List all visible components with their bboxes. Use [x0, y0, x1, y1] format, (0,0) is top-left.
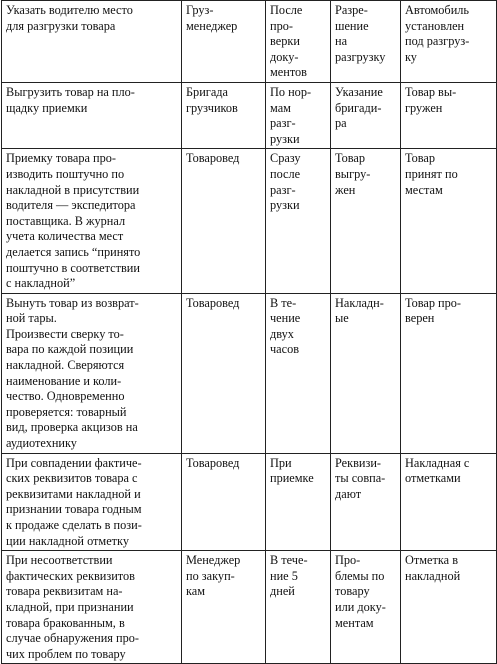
table-row	[2, 453, 497, 551]
table-cell-action: Приемку товара про- изводить поштучно по накладной в присутствии водителя — экспедитора поставщика. В журнал учета количества мест делается запись “принято поштучно в соответствии с накладной”	[2, 149, 182, 293]
table-cell-responsible: Груз- менеджер	[182, 1, 266, 83]
table-cell-basis: Товар выгру- жен	[331, 149, 401, 293]
table-row	[2, 82, 497, 148]
table-cell-result: Автомобиль установлен под разгруз- ку	[401, 1, 497, 83]
table-cell-responsible: Менеджер по закуп- кам	[182, 551, 266, 664]
table-cell-basis: Про- блемы по товару или доку- ментам	[331, 551, 401, 664]
table-cell-deadline: В тече- ние 5 дней	[266, 551, 331, 664]
table-cell-deadline: По нор- мам разг- рузки	[266, 82, 331, 148]
table-cell-basis: Указание бригади- ра	[331, 82, 401, 148]
table-row	[2, 293, 497, 453]
table-row	[2, 551, 497, 664]
table-cell-deadline: В те- чение двух часов	[266, 293, 331, 453]
table-cell-result: Товар про- верен	[401, 293, 497, 453]
table-cell-deadline: Сразу после разг- рузки	[266, 149, 331, 293]
table-cell-responsible: Товаровед	[182, 149, 266, 293]
table-cell-basis: Реквизи- ты совпа- дают	[331, 453, 401, 551]
table-cell-deadline: После про- верки доку- ментов	[266, 1, 331, 83]
table-cell-deadline: При приемке	[266, 453, 331, 551]
table-cell-result: Накладная с отметками	[401, 453, 497, 551]
table-row	[2, 149, 497, 293]
table-cell-result: Товар принят по местам	[401, 149, 497, 293]
table-cell-action: Вынуть товар из возврат- ной тары. Произвести сверку то- вара по каждой позиции накладной. Сверяются наименование и коли- чество. Одновременно проверяется: товарный вид, проверка акцизов на аудиотехнику	[2, 293, 182, 453]
table-cell-result: Отметка в накладной	[401, 551, 497, 664]
table-cell-action: При несоответствии фактических реквизитов товара реквизитам на- кладной, при признании товара бракованным, в случае обнаружения про- чих проблем по товару	[2, 551, 182, 664]
table-cell-action: При совпадении фактиче- ских реквизитов товара с реквизитами накладной и признании товара годным к продаже сделать в пози- ции накладной отметку	[2, 453, 182, 551]
table-cell-basis: Накладн- ые	[331, 293, 401, 453]
table-cell-action: Выгрузить товар на пло- щадку приемки	[2, 82, 182, 148]
table-cell-responsible: Товаровед	[182, 293, 266, 453]
process-table	[1, 0, 497, 664]
table-cell-result: Товар вы- гружен	[401, 82, 497, 148]
table-row	[2, 1, 497, 83]
table-cell-responsible: Бригада грузчиков	[182, 82, 266, 148]
table-cell-basis: Разре- шение на разгрузку	[331, 1, 401, 83]
table-cell-action: Указать водителю место для разгрузки товара	[2, 1, 182, 83]
table-cell-responsible: Товаровед	[182, 453, 266, 551]
